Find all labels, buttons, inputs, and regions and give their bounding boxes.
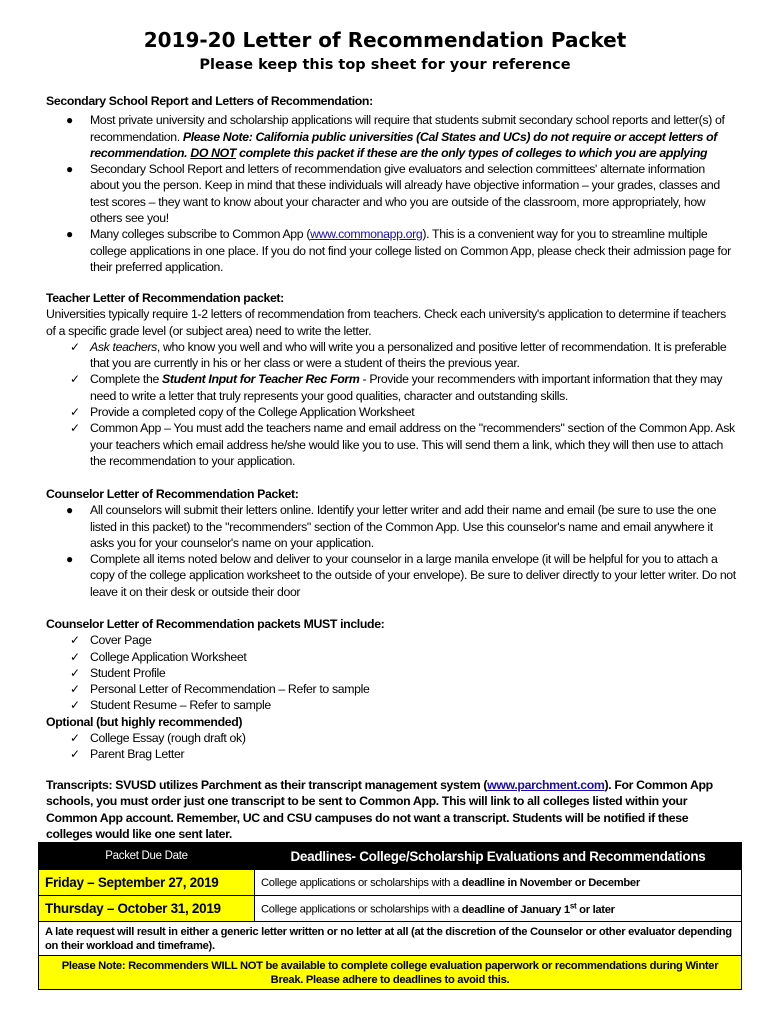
checkmark-icon: ✓ xyxy=(70,421,80,436)
table-row xyxy=(39,896,742,922)
list-item: ✓ College Essay (rough draft ok) xyxy=(70,731,246,746)
bullet-icon: ● xyxy=(66,162,73,177)
list-item: ✓ Student Profile xyxy=(70,665,166,680)
checkmark-icon: ✓ xyxy=(70,372,80,387)
deadlines-table xyxy=(38,842,742,990)
list-item: ✓ Complete the Student Input for Teacher Rec Form - Provide your recommenders with important information that they may need to write a letter that truly represents your good qualities, character and outstanding skills. xyxy=(70,372,723,403)
checkmark-icon: ✓ xyxy=(70,731,80,746)
bullet-icon: ● xyxy=(66,552,73,567)
column-header-deadlines: Deadlines- College/Scholarship Evaluations and Recommendations xyxy=(255,843,742,870)
page-title: 2019-20 Letter of Recommendation Packet xyxy=(143,28,627,52)
list-item: ✓ Cover Page xyxy=(70,633,152,648)
page-subtitle: Please keep this top sheet for your reference xyxy=(199,57,571,73)
list-item: ✓ Common App – You must add the teachers name and email address on the "recommenders" section of the Common App. Ask your teachers which email address he/she would like you to use. This will send them a link, which they will then use to attach the recommendation to your application. xyxy=(70,421,735,468)
due-date-cell: Thursday – October 31, 2019 xyxy=(39,896,255,922)
table-row xyxy=(39,956,742,990)
packet-heading: Counselor Letter of Recommendation packets MUST include: xyxy=(46,617,385,631)
list-item: ● Complete all items noted below and deliver to your counselor in a large manila envelope (it will be helpful for you to attach a copy of the college application worksheet to the outside of your envelope). Be sure to deliver directly to your letter writer. Do not leave it on their desk or outside their door xyxy=(66,552,736,599)
winter-break-note: Please Note: Recommenders WILL NOT be available to complete college evaluation paperwork or recommendations during Winter Break. Please adhere to deadlines to avoid this. xyxy=(39,956,742,990)
commonapp-link[interactable]: www.commonapp.org xyxy=(310,227,423,242)
transcripts-paragraph: Transcripts: SVUSD utilizes Parchment as their transcript management system (www.parchment.com). For Common App schools, you must order just one transcript to be sent to Common App. This will link to all colleges listed within your Common App account. Remember, UC and CSU campuses do not want a transcript. Students will be notified if these colleges would like one sent later. xyxy=(46,778,713,841)
bullet-icon: ● xyxy=(66,113,73,128)
list-item: ✓ Parent Brag Letter xyxy=(70,747,185,762)
checkmark-icon: ✓ xyxy=(70,405,80,420)
due-date-cell: Friday – September 27, 2019 xyxy=(39,870,255,896)
bullet-icon: ● xyxy=(66,503,73,518)
checkmark-icon: ✓ xyxy=(70,665,80,680)
counselor-section xyxy=(46,486,736,600)
list-item: ● Secondary School Report and letters of recommendation give evaluators and selection committees' alternate information about you the person. Keep in mind that these individuals will already have objective information – your grades, classes and test scores – they want to know about your character and who you are outside of the classroom, more appropriately, how others see you! xyxy=(66,162,720,226)
list-item: ✓ Provide a completed copy of the College Application Worksheet xyxy=(70,405,415,420)
secondary-heading: Secondary School Report and Letters of Recommendation: xyxy=(46,94,373,108)
checkmark-icon: ✓ xyxy=(70,698,80,713)
table-row xyxy=(39,922,742,956)
deadline-cell: College applications or scholarships with a deadline in November or December xyxy=(255,870,742,896)
counselor-heading: Counselor Letter of Recommendation Packet: xyxy=(46,487,299,501)
checkmark-icon: ✓ xyxy=(70,633,80,648)
teacher-heading: Teacher Letter of Recommendation packet: xyxy=(46,291,284,305)
deadline-cell: College applications or scholarships with a deadline of January 1st or later xyxy=(255,896,742,922)
list-item: ● Many colleges subscribe to Common App (www.commonapp.org). This is a convenient way for you to streamline multiple college applications in one place. If you do not find your college listed on Common App, please check their admission page for their preferred application. xyxy=(66,227,731,274)
list-item: ● Most private university and scholarship applications will require that students submit secondary school reports and letter(s) of recommendation. Please Note: California public universities (Cal States and UCs) do not require or accept letters of recommendation. DO NOT complete this packet if these are the only types of colleges to which you are applying xyxy=(66,113,725,160)
list-item: ✓ Student Resume – Refer to sample xyxy=(70,698,271,713)
teacher-section xyxy=(46,290,736,469)
checkmark-icon: ✓ xyxy=(70,682,80,697)
list-item: ✓ Personal Letter of Recommendation – Refer to sample xyxy=(70,682,370,697)
list-item: ✓ Ask teachers, who know you well and who will write you a personalized and positive letter of recommendation. It is preferable that you are currently in his or her class or were a student of theirs the previous year. xyxy=(70,339,727,371)
secondary-section xyxy=(46,93,736,275)
checkmark-icon: ✓ xyxy=(70,339,80,354)
checkmark-icon: ✓ xyxy=(70,649,80,664)
optional-heading: Optional (but highly recommended) xyxy=(46,714,243,729)
teacher-intro: Universities typically require 1-2 letters of recommendation from teachers. Check each university's application to determine if teachers of a specific grade level (or subject area) need to write the letter. xyxy=(46,307,726,338)
list-item: ● All counselors will submit their letters online. Identify your letter writer and add their name and email (be sure to use the one listed in this packet) to the "recommenders" section of the Common App. Use this counselor's name and email anywhere it asks you for your counselor's name on your application. xyxy=(66,503,717,550)
list-item: ✓ College Application Worksheet xyxy=(70,649,247,664)
packet-section xyxy=(46,616,736,763)
parchment-link[interactable]: www.parchment.com xyxy=(487,778,605,792)
column-header-due-date: Packet Due Date xyxy=(39,843,255,870)
late-request-notice: A late request will result in either a generic letter written or no letter at all (at the discretion of the Counselor or other evaluator depending on their workload and timeframe). xyxy=(39,922,742,956)
table-row xyxy=(39,870,742,896)
table-header-row xyxy=(39,843,742,870)
bullet-icon: ● xyxy=(66,227,73,242)
checkmark-icon: ✓ xyxy=(70,747,80,762)
